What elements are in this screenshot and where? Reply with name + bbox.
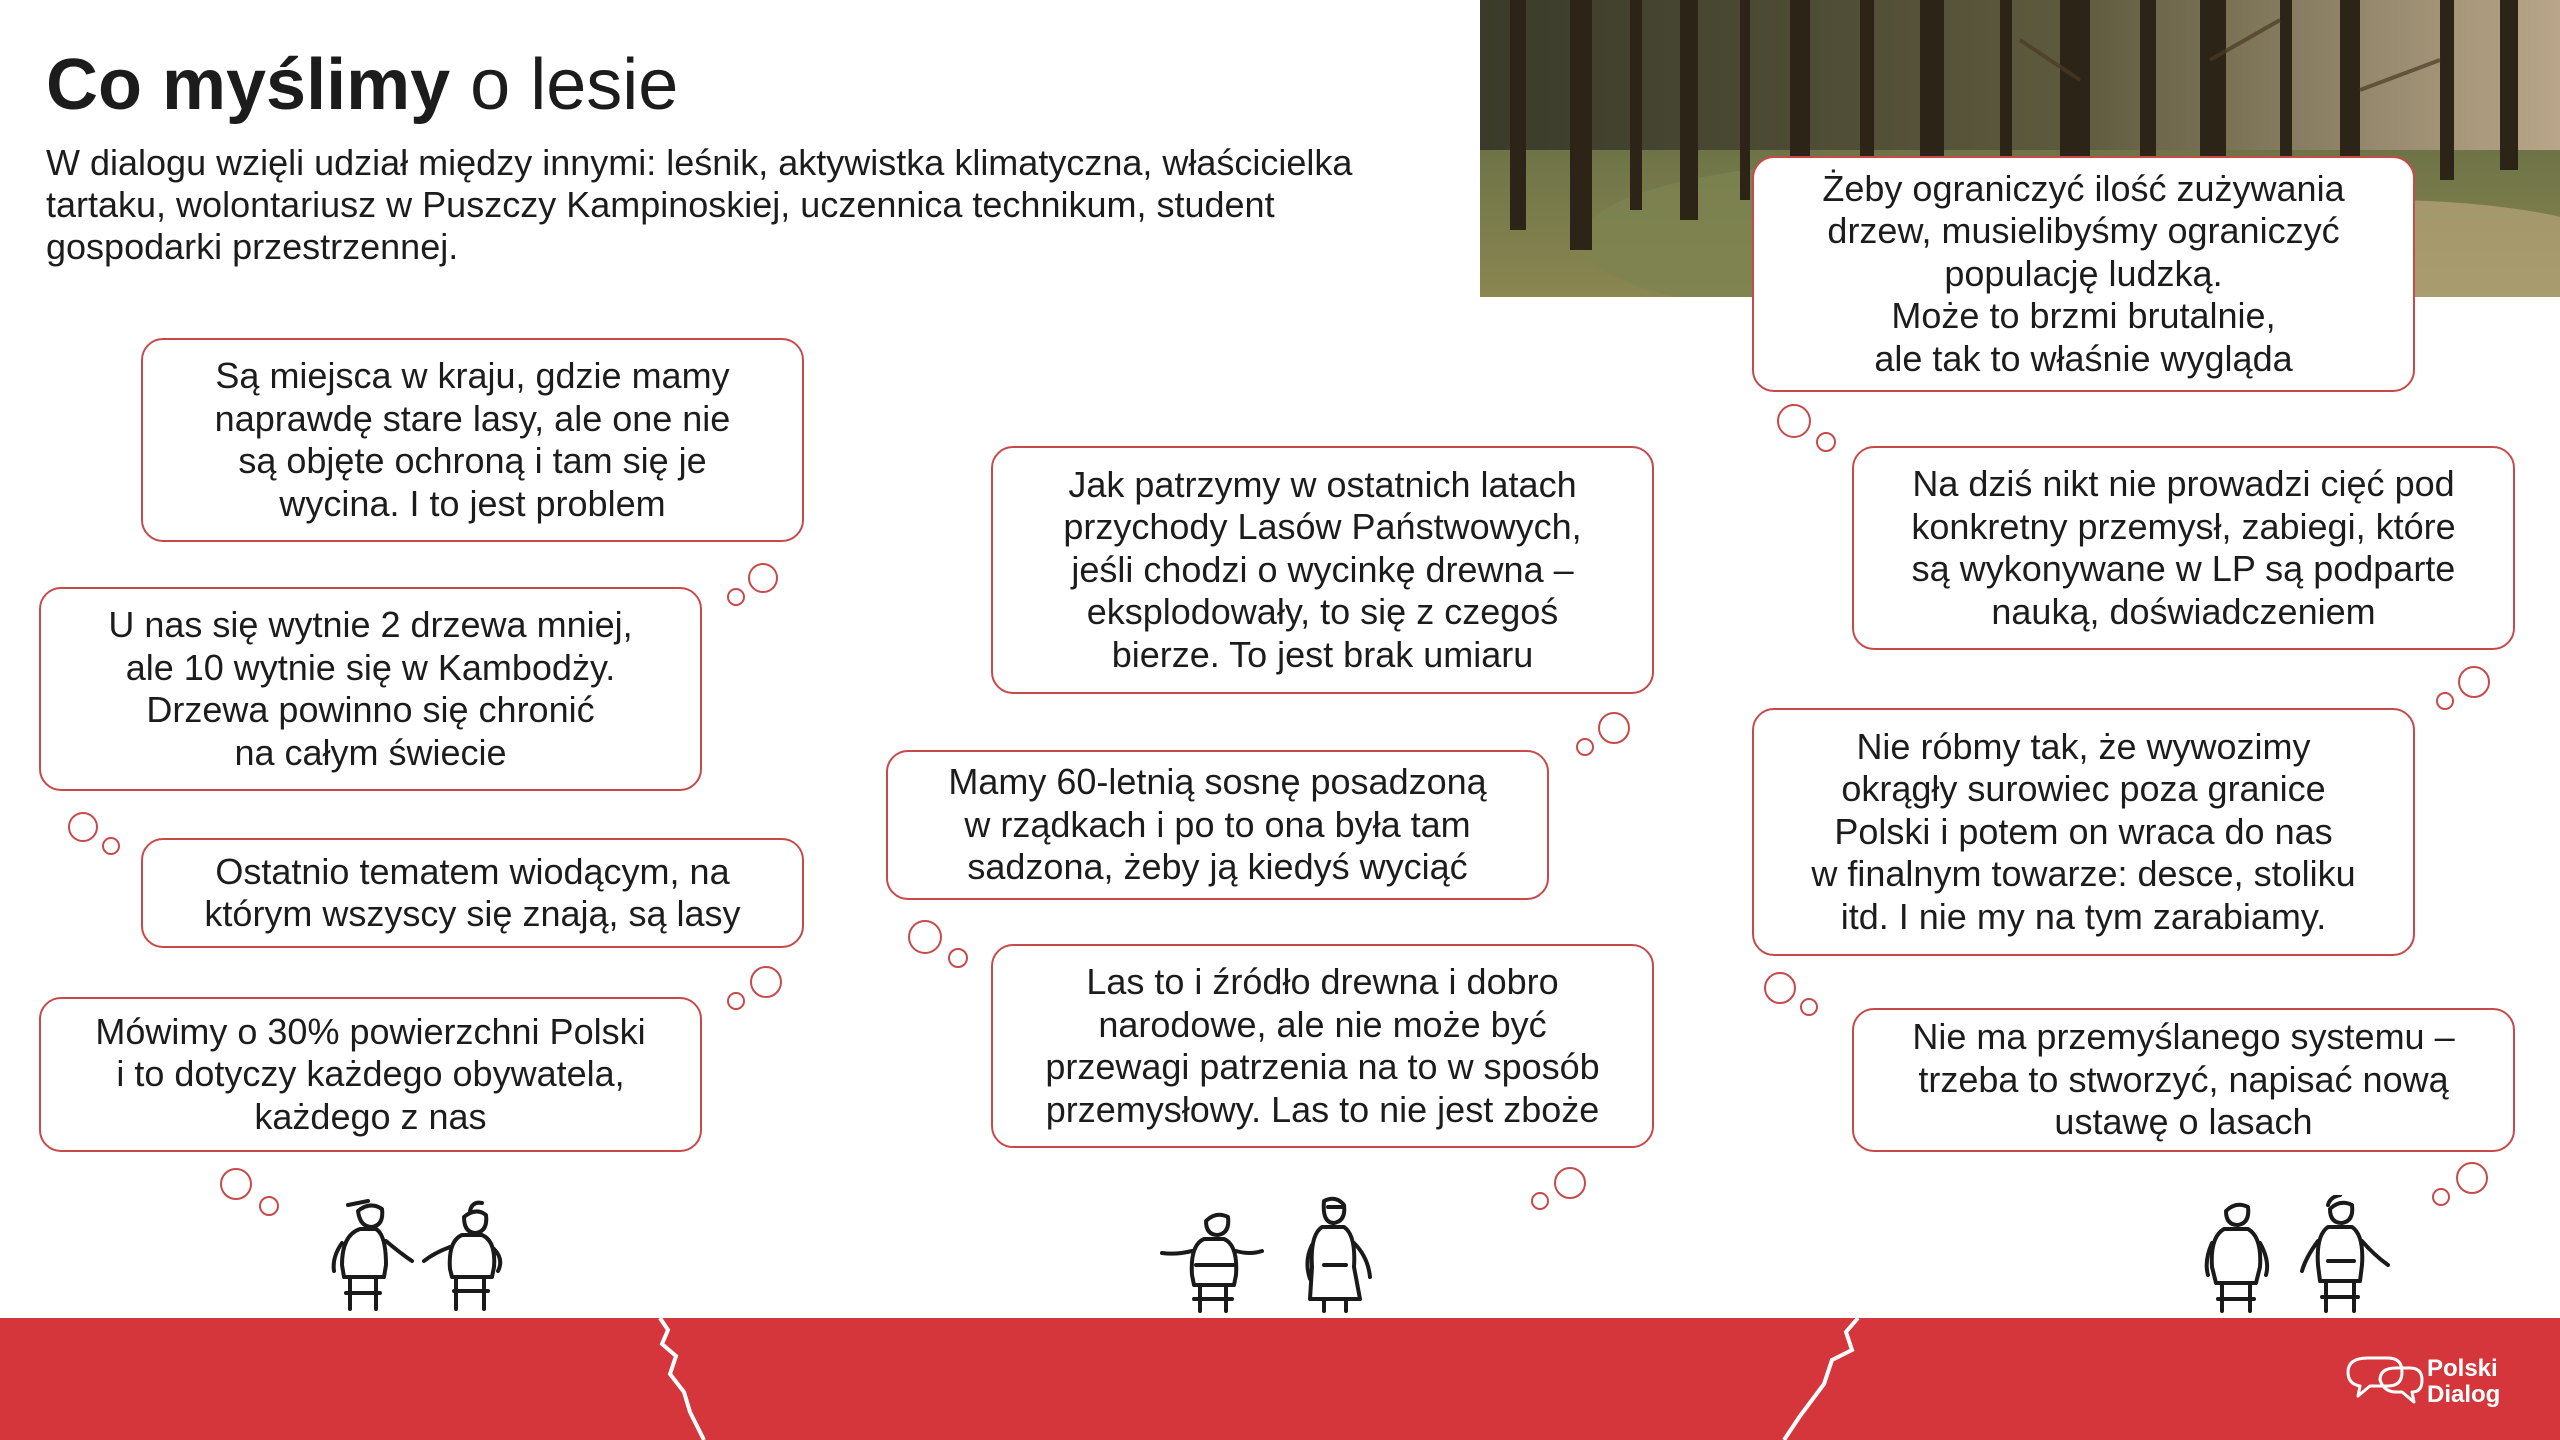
quote-bubble-right-1	[1752, 156, 2415, 392]
quote-line: Mamy 60-letnią sosnę posadzoną	[948, 761, 1487, 803]
quote-line: bierze. To jest brak umiaru	[1111, 633, 1534, 675]
quote-line: ale tak to właśnie wygląda	[1874, 337, 2293, 379]
quote-bubble-right-3	[1752, 708, 2415, 956]
thought-dot	[259, 1196, 279, 1216]
page-subtitle: W dialogu wzięli udział między innymi: leśnik, aktywistka klimatyczna, właścicielka tartaku, wolontariusz w Puszczy Kampinoskiej, uczennica technikum, student gospodarki przestrzennej.	[46, 142, 1353, 267]
quote-line: przewagi patrzenia na to w sposób	[1045, 1046, 1600, 1087]
quote-line: itd. I nie my na tym zarabiamy.	[1840, 895, 2327, 937]
quote-line: w rządkach i po to ona była tam	[964, 803, 1471, 845]
thought-dot	[727, 588, 745, 606]
page-title	[46, 40, 678, 130]
thought-dot	[102, 837, 120, 855]
quote-line: Jak patrzymy w ostatnich latach	[1068, 463, 1577, 505]
quote-bubble-middle-1	[991, 446, 1654, 694]
quote-line: Ostatnio tematem wiodącym, na	[215, 850, 730, 892]
thought-dot	[1800, 998, 1818, 1016]
thought-dot	[1554, 1167, 1586, 1199]
red-ground	[0, 1300, 2560, 1440]
quote-line: Mówimy o 30% powierzchni Polski	[95, 1010, 646, 1052]
thought-dot	[908, 920, 942, 954]
thought-dot	[2432, 1188, 2450, 1206]
thought-dot	[748, 563, 778, 593]
quote-line: którym wszyscy się znają, są lasy	[204, 893, 741, 934]
thought-dot	[750, 966, 782, 998]
thought-dot	[1777, 404, 1811, 438]
quote-line: drzew, musielibyśmy ograniczyć	[1827, 210, 2340, 252]
thought-dot	[2458, 666, 2490, 698]
quote-bubble-right-2	[1852, 446, 2515, 650]
quote-line: narodowe, ale nie może być	[1098, 1003, 1547, 1045]
quote-line: Nie ma przemyślanego systemu –	[1912, 1016, 2455, 1058]
quote-line: na całym świecie	[234, 731, 507, 773]
quote-line: nauką, doświadczeniem	[1991, 590, 2376, 632]
thought-dot	[727, 992, 745, 1010]
thought-dot	[220, 1168, 252, 1200]
quote-line: i to dotyczy każdego obywatela,	[116, 1053, 625, 1095]
quote-bubble-middle-3	[991, 944, 1654, 1148]
quote-bubble-left-2	[39, 587, 702, 791]
quote-line: Las to i źródło drewna i dobro	[1086, 961, 1559, 1002]
quote-line: trzeba to stworzyć, napisać nową	[1918, 1058, 2449, 1100]
title-bold: Co myślimy	[46, 45, 451, 125]
quote-bubble-left-1	[141, 338, 804, 542]
quote-line: Nie róbmy tak, że wywozimy	[1856, 725, 2311, 767]
people-figures-left	[320, 1195, 540, 1320]
logo-line2: Dialog	[2427, 1381, 2501, 1408]
quote-line: przychody Lasów Państwowych,	[1063, 506, 1582, 548]
quote-line: sadzona, żeby ją kiedyś wyciąć	[967, 846, 1468, 888]
thought-dot	[1816, 432, 1836, 452]
quote-line: wycina. I to jest problem	[279, 482, 666, 524]
quote-line: Są miejsca w kraju, gdzie mamy	[215, 355, 730, 396]
title-rest: o lesie	[470, 45, 679, 125]
quote-line: Może to brzmi brutalnie,	[1891, 295, 2276, 337]
quote-line: każdego z nas	[254, 1095, 487, 1137]
quote-line: ale 10 wytnie się w Kambodży.	[125, 646, 616, 688]
thought-dot	[1576, 738, 1594, 756]
quote-line: konkretny przemysł, zabiegi, które	[1911, 505, 2456, 547]
thought-dot	[948, 948, 968, 968]
quote-line: są objęte ochroną i tam się je	[238, 440, 707, 481]
thought-dot	[1764, 972, 1796, 1004]
quote-line: ustawę o lasach	[2054, 1101, 2313, 1143]
quote-line: przemysłowy. Las to nie jest zboże	[1045, 1088, 1600, 1130]
quote-line: Drzewa powinno się chronić	[146, 689, 595, 730]
quote-bubble-right-4	[1852, 1008, 2515, 1152]
quote-line: eksplodowały, to się z czegoś	[1086, 591, 1559, 633]
logo-line1: Polski	[2427, 1355, 2498, 1382]
quote-bubble-left-4	[39, 997, 702, 1152]
quote-line: są wykonywane w LP są podparte	[1911, 548, 2456, 589]
quote-line: jeśli chodzi o wycinkę drewna –	[1071, 548, 1574, 590]
quote-line: w finalnym towarze: desce, stoliku	[1811, 853, 2356, 895]
thought-dot	[1598, 712, 1630, 744]
brand-logo-text	[2427, 1356, 2500, 1408]
quote-line: okrągły surowiec poza granice	[1841, 768, 2326, 810]
quote-line: Polski i potem on wraca do nas	[1834, 810, 2333, 852]
thought-dot	[2456, 1162, 2488, 1194]
quote-bubble-middle-2	[886, 750, 1549, 900]
people-figures-middle	[1150, 1195, 1410, 1320]
people-figures-right	[2190, 1195, 2410, 1320]
quote-line: Na dziś nikt nie prowadzi cięć pod	[1912, 463, 2455, 504]
thought-dot	[2436, 692, 2454, 710]
thought-dot	[1531, 1192, 1549, 1210]
quote-line: populację ludzką.	[1944, 252, 2223, 294]
thought-dot	[68, 812, 98, 842]
quote-line: naprawdę stare lasy, ale one nie	[214, 397, 731, 439]
quote-line: U nas się wytnie 2 drzewa mniej,	[108, 604, 633, 645]
quote-bubble-left-3	[141, 838, 804, 948]
quote-line: Żeby ograniczyć ilość zużywania	[1822, 167, 2345, 209]
